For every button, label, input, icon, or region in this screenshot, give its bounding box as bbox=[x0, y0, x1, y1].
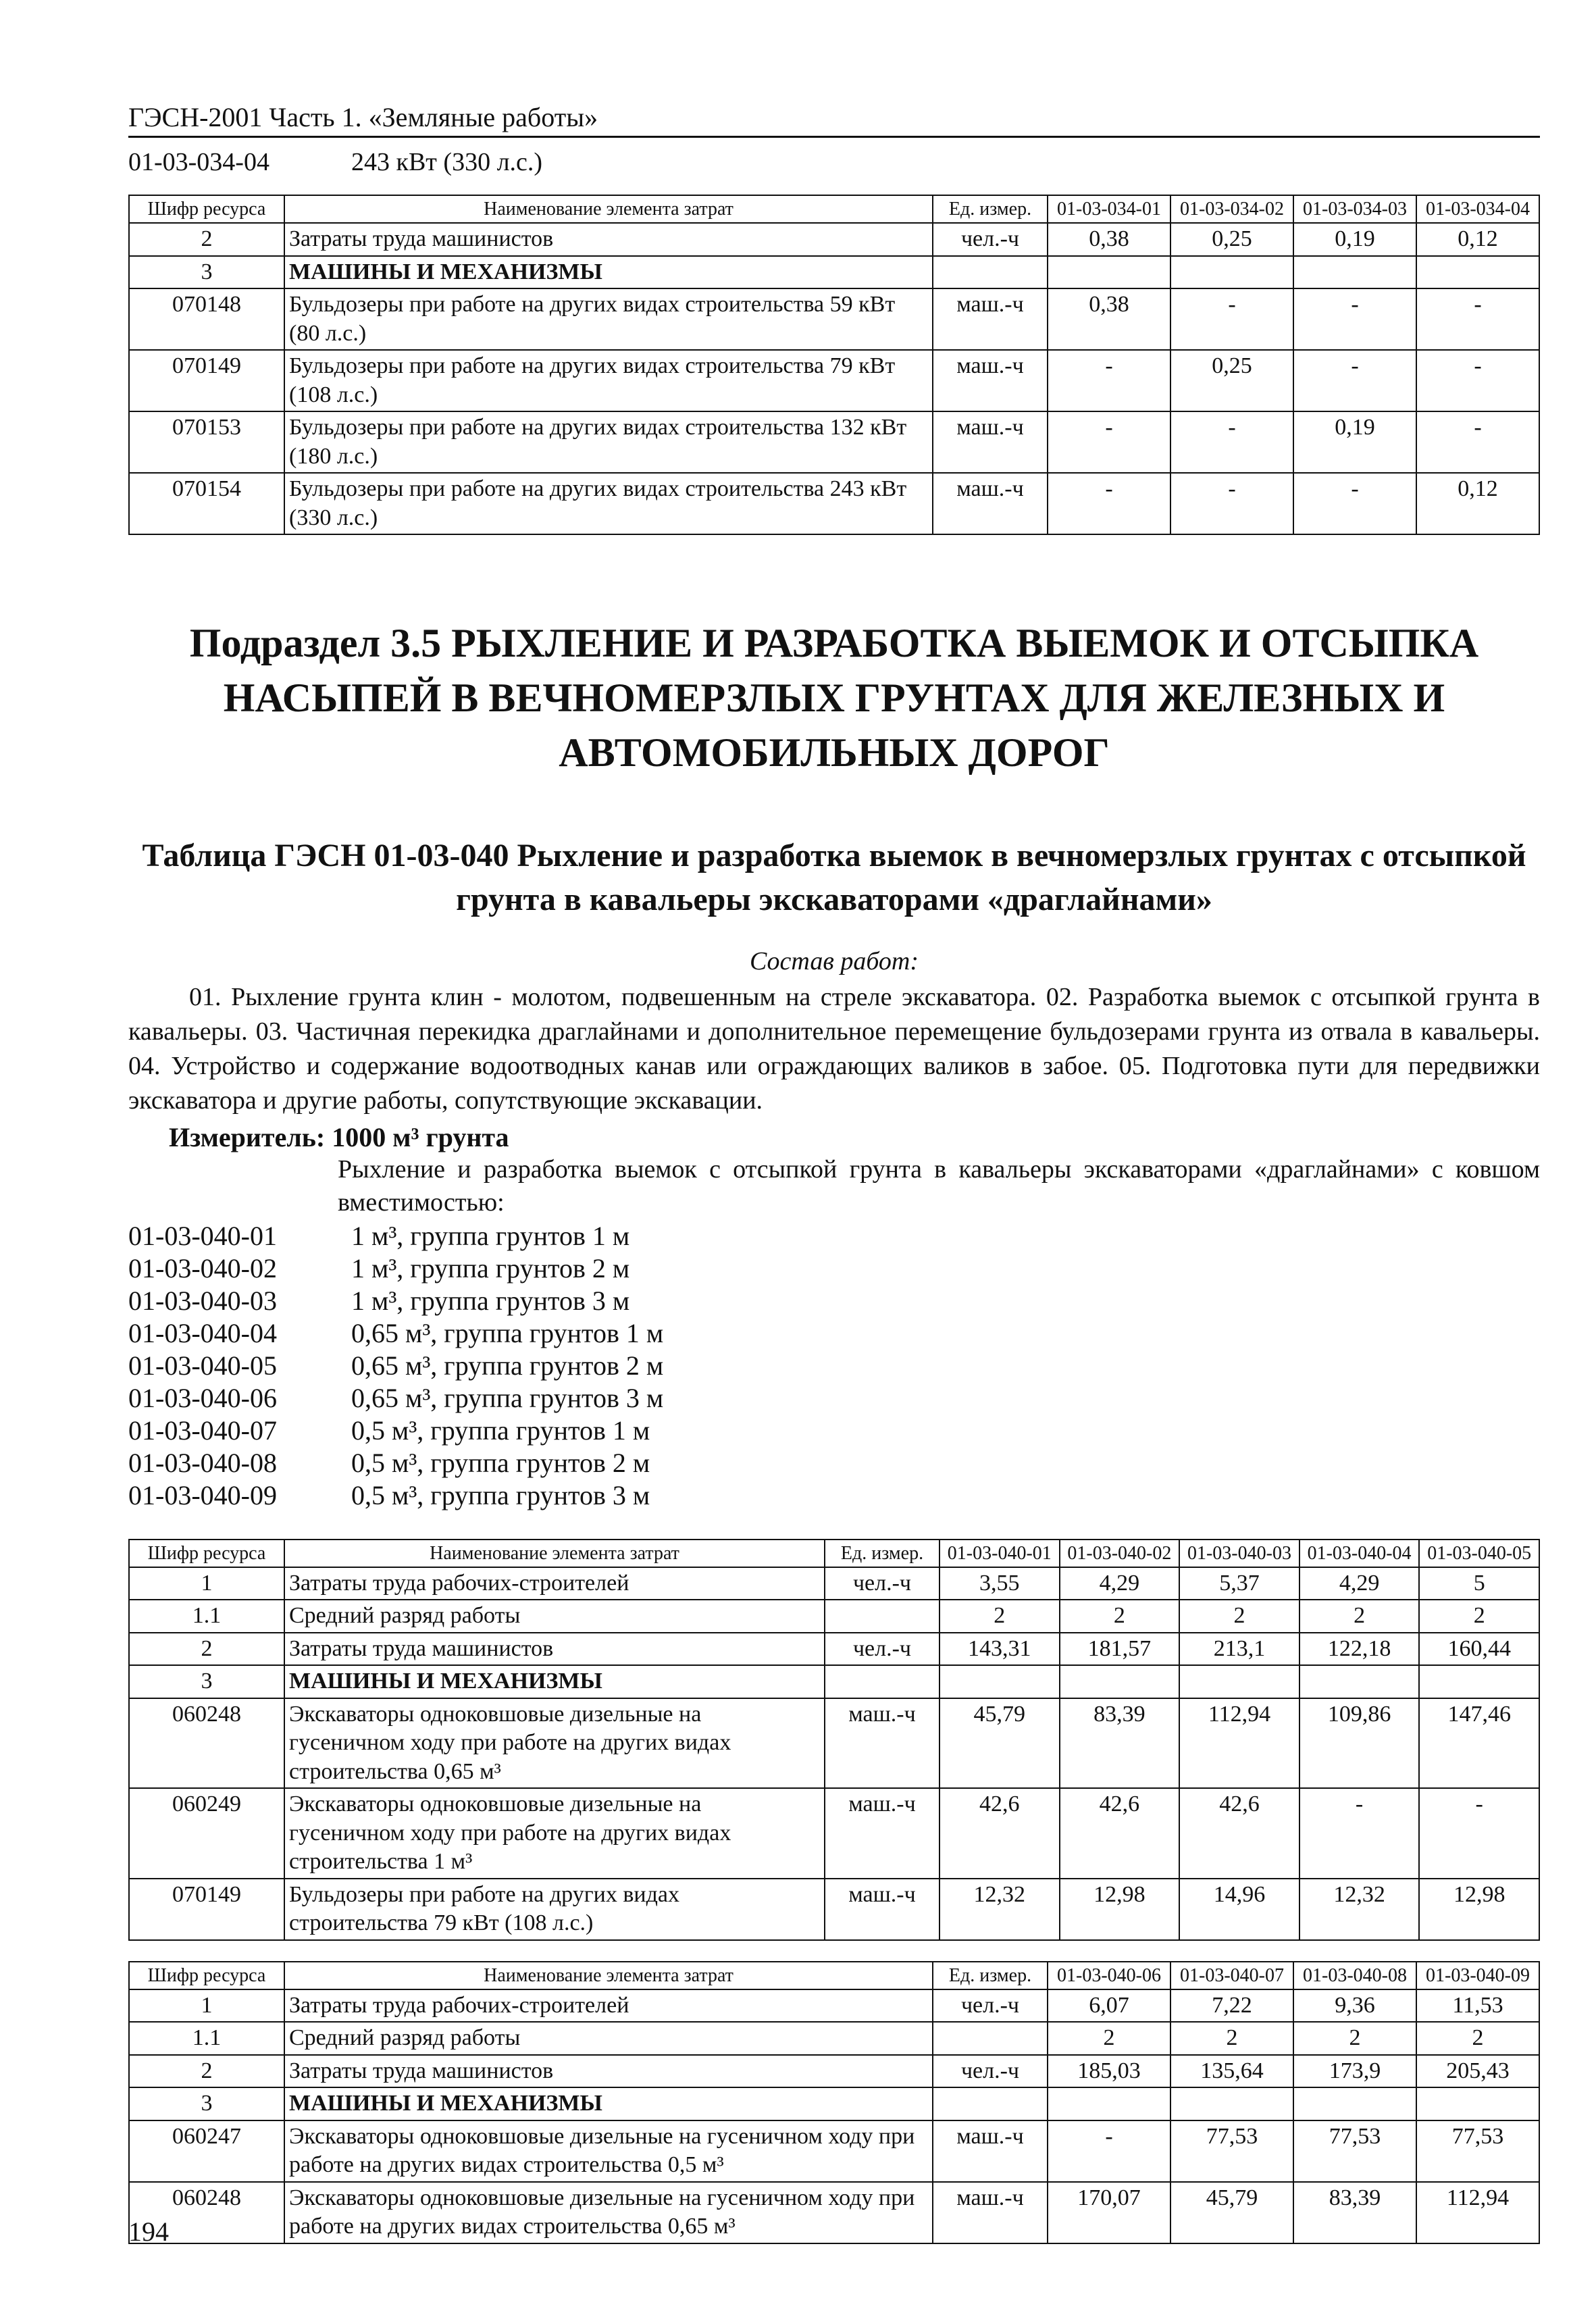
resource-value: 0,25 bbox=[1170, 223, 1293, 256]
resource-value: - bbox=[1416, 288, 1539, 350]
variant-label: 0,5 м³, группа грунтов 1 м bbox=[351, 1415, 650, 1446]
resource-value: 42,6 bbox=[1060, 1788, 1180, 1879]
table-row bbox=[129, 1633, 1539, 1666]
resource-value: - bbox=[1048, 350, 1170, 411]
resource-value: 109,86 bbox=[1299, 1698, 1420, 1789]
resource-unit: маш.-ч bbox=[825, 1879, 939, 1940]
variant-code: 01-03-040-09 bbox=[128, 1479, 277, 1510]
resource-value: 3,55 bbox=[939, 1567, 1060, 1600]
resource-name: Затраты труда машинистов bbox=[284, 2055, 933, 2088]
work-composition-label: Состав работ: bbox=[749, 946, 919, 975]
resource-value: 4,29 bbox=[1060, 1567, 1180, 1600]
resource-code: 1 bbox=[129, 1567, 284, 1600]
variants-list bbox=[128, 1220, 1540, 1512]
table-header-row bbox=[129, 195, 1539, 223]
resource-value: 143,31 bbox=[939, 1633, 1060, 1666]
table-row bbox=[129, 256, 1539, 289]
resource-code: 070149 bbox=[129, 350, 284, 411]
previous-item bbox=[128, 147, 1540, 177]
resource-unit: чел.-ч bbox=[933, 1989, 1048, 2023]
resource-unit: маш.-ч bbox=[933, 411, 1048, 473]
resource-value bbox=[1170, 2087, 1293, 2120]
resource-value bbox=[1416, 256, 1539, 289]
table-header-row bbox=[129, 1962, 1539, 1989]
table-row bbox=[129, 411, 1539, 473]
variant-item bbox=[128, 1447, 1540, 1479]
resource-value: 42,6 bbox=[1179, 1788, 1299, 1879]
resource-value: 7,22 bbox=[1170, 1989, 1293, 2023]
table-row bbox=[129, 1567, 1539, 1600]
resource-name: Бульдозеры при работе на других видах строительства 79 кВт (108 л.с.) bbox=[284, 1879, 825, 1940]
resource-value: 112,94 bbox=[1179, 1698, 1299, 1789]
resource-name: Экскаваторы одноковшовые дизельные на гусеничном ходу при работе на других видах строительства 0,65 м³ bbox=[284, 2182, 933, 2243]
resource-value: 112,94 bbox=[1416, 2182, 1539, 2243]
resource-code: 3 bbox=[129, 2087, 284, 2120]
resource-value: 0,12 bbox=[1416, 473, 1539, 534]
header-unit: Ед. измер. bbox=[933, 195, 1048, 223]
variant-item bbox=[128, 1382, 1540, 1415]
header-name: Наименование элемента затрат bbox=[284, 1540, 825, 1567]
variant-label: 0,65 м³, группа грунтов 1 м bbox=[351, 1317, 664, 1348]
resource-value: 12,98 bbox=[1419, 1879, 1539, 1940]
table-row bbox=[129, 288, 1539, 350]
running-header: ГЭСН-2001 Часть 1. «Земляные работы» bbox=[128, 101, 1540, 138]
resource-value: 12,98 bbox=[1060, 1879, 1180, 1940]
table-row bbox=[129, 1600, 1539, 1633]
measure-label: Измеритель: bbox=[169, 1121, 326, 1152]
resource-value bbox=[1048, 2087, 1170, 2120]
header-norm-code: 01-03-034-02 bbox=[1170, 195, 1293, 223]
header-norm-code: 01-03-040-03 bbox=[1179, 1540, 1299, 1567]
resource-value: 205,43 bbox=[1416, 2055, 1539, 2088]
resource-value: 185,03 bbox=[1048, 2055, 1170, 2088]
header-unit: Ед. измер. bbox=[933, 1962, 1048, 1989]
resource-name: Затраты труда машинистов bbox=[284, 1633, 825, 1666]
resource-code: 060248 bbox=[129, 2182, 284, 2243]
table-header-row bbox=[129, 1540, 1539, 1567]
resource-unit: маш.-ч bbox=[933, 288, 1048, 350]
resource-name: Средний разряд работы bbox=[284, 1600, 825, 1633]
resource-code: 2 bbox=[129, 1633, 284, 1666]
resource-unit bbox=[933, 2087, 1048, 2120]
resource-unit: чел.-ч bbox=[933, 223, 1048, 256]
table-row bbox=[129, 2182, 1539, 2243]
resource-value: - bbox=[1293, 473, 1416, 534]
resource-value: 77,53 bbox=[1293, 2120, 1416, 2182]
resource-name: Бульдозеры при работе на других видах строительства 59 кВт (80 л.с.) bbox=[284, 288, 933, 350]
resource-unit bbox=[825, 1665, 939, 1698]
resource-value bbox=[1299, 1665, 1420, 1698]
resource-unit bbox=[933, 256, 1048, 289]
header-norm-code: 01-03-034-04 bbox=[1416, 195, 1539, 223]
variant-label: 0,5 м³, группа грунтов 2 м bbox=[351, 1447, 650, 1478]
header-code: Шифр ресурса bbox=[129, 1962, 284, 1989]
resource-code: 070153 bbox=[129, 411, 284, 473]
resource-value: - bbox=[1293, 288, 1416, 350]
resource-code: 060249 bbox=[129, 1788, 284, 1879]
variant-code: 01-03-040-05 bbox=[128, 1350, 277, 1381]
variant-label: 0,65 м³, группа грунтов 2 м bbox=[351, 1350, 664, 1381]
header-unit: Ед. измер. bbox=[825, 1540, 939, 1567]
resource-value: 2 bbox=[1048, 2022, 1170, 2055]
header-norm-code: 01-03-040-09 bbox=[1416, 1962, 1539, 1989]
resource-value: - bbox=[1048, 473, 1170, 534]
resource-code: 3 bbox=[129, 256, 284, 289]
resource-name: Затраты труда рабочих-строителей bbox=[284, 1567, 825, 1600]
resource-value: 11,53 bbox=[1416, 1989, 1539, 2023]
resource-value: 0,25 bbox=[1170, 350, 1293, 411]
resource-unit: маш.-ч bbox=[825, 1788, 939, 1879]
resource-value bbox=[1179, 1665, 1299, 1698]
variant-code: 01-03-040-04 bbox=[128, 1317, 277, 1348]
header-code: Шифр ресурса bbox=[129, 1540, 284, 1567]
resource-code: 1 bbox=[129, 1989, 284, 2023]
variant-label: 0,65 м³, группа грунтов 3 м bbox=[351, 1382, 664, 1413]
variants-description: Рыхление и разработка выемок с отсыпкой грунта в кавальеры экскаваторами «драглайнами» с ковшом вместимостью: bbox=[338, 1154, 1540, 1217]
header-norm-code: 01-03-040-07 bbox=[1170, 1962, 1293, 1989]
resource-value: - bbox=[1048, 411, 1170, 473]
resource-code: 2 bbox=[129, 2055, 284, 2088]
resource-value bbox=[1170, 256, 1293, 289]
resource-unit bbox=[933, 2022, 1048, 2055]
header-norm-code: 01-03-040-02 bbox=[1060, 1540, 1180, 1567]
resource-value: 83,39 bbox=[1293, 2182, 1416, 2243]
resource-value: 2 bbox=[1179, 1600, 1299, 1633]
resource-value: 0,12 bbox=[1416, 223, 1539, 256]
resource-code: 1.1 bbox=[129, 2022, 284, 2055]
table-row bbox=[129, 2120, 1539, 2182]
table-row bbox=[129, 1879, 1539, 1940]
resource-value: 83,39 bbox=[1060, 1698, 1180, 1789]
document-page bbox=[128, 101, 1540, 2244]
measure-line bbox=[128, 1121, 1540, 1153]
resource-value: 135,64 bbox=[1170, 2055, 1293, 2088]
resource-value: 4,29 bbox=[1299, 1567, 1420, 1600]
resource-value: 2 bbox=[1060, 1600, 1180, 1633]
resource-value: - bbox=[1293, 350, 1416, 411]
resource-value: 42,6 bbox=[939, 1788, 1060, 1879]
resource-value bbox=[1419, 1665, 1539, 1698]
header-norm-code: 01-03-040-01 bbox=[939, 1540, 1060, 1567]
resource-code: 1.1 bbox=[129, 1600, 284, 1633]
variant-code: 01-03-040-07 bbox=[128, 1415, 277, 1446]
resource-value: 2 bbox=[1170, 2022, 1293, 2055]
resource-table-3 bbox=[128, 1961, 1540, 2244]
resource-name: Бульдозеры при работе на других видах строительства 132 кВт (180 л.с.) bbox=[284, 411, 933, 473]
resource-value: 213,1 bbox=[1179, 1633, 1299, 1666]
resource-unit: маш.-ч bbox=[933, 473, 1048, 534]
resource-name: МАШИНЫ И МЕХАНИЗМЫ bbox=[284, 1665, 825, 1698]
resource-table-2 bbox=[128, 1539, 1540, 1941]
variant-item bbox=[128, 1317, 1540, 1350]
resource-value: 122,18 bbox=[1299, 1633, 1420, 1666]
resource-code: 070148 bbox=[129, 288, 284, 350]
table-row bbox=[129, 2087, 1539, 2120]
subsection-title: Подраздел 3.5 РЫХЛЕНИЕ И РАЗРАБОТКА ВЫЕМОК И ОТСЫПКА НАСЫПЕЙ В ВЕЧНОМЕРЗЛЫХ ГРУНТАХ ДЛЯ ЖЕЛЕЗНЫХ И АВТОМОБИЛЬНЫХ ДОРОГ bbox=[189, 621, 1479, 775]
resource-value: 0,38 bbox=[1048, 223, 1170, 256]
header-code: Шифр ресурса bbox=[129, 195, 284, 223]
measure-value: 1000 м³ грунта bbox=[332, 1121, 509, 1152]
resource-unit: маш.-ч bbox=[933, 2120, 1048, 2182]
resource-value: 0,19 bbox=[1293, 411, 1416, 473]
variant-code: 01-03-040-06 bbox=[128, 1382, 277, 1413]
resource-value: 77,53 bbox=[1170, 2120, 1293, 2182]
resource-value: - bbox=[1299, 1788, 1420, 1879]
resource-value: 170,07 bbox=[1048, 2182, 1170, 2243]
header-norm-code: 01-03-034-01 bbox=[1048, 195, 1170, 223]
variant-code: 01-03-040-08 bbox=[128, 1447, 277, 1478]
resource-value bbox=[1293, 2087, 1416, 2120]
resource-unit: маш.-ч bbox=[933, 350, 1048, 411]
resource-code: 2 bbox=[129, 223, 284, 256]
variant-item bbox=[128, 1415, 1540, 1447]
variant-item bbox=[128, 1252, 1540, 1285]
table-row bbox=[129, 1788, 1539, 1879]
resource-name: Бульдозеры при работе на других видах строительства 243 кВт (330 л.с.) bbox=[284, 473, 933, 534]
resource-value: 5,37 bbox=[1179, 1567, 1299, 1600]
resource-code: 070154 bbox=[129, 473, 284, 534]
resource-value: 12,32 bbox=[1299, 1879, 1420, 1940]
resource-value: - bbox=[1416, 350, 1539, 411]
table-title: Таблица ГЭСН 01-03-040 Рыхление и разработка выемок в вечномерзлых грунтах с отсыпкой грунта в кавальеры экскаваторами «драглайнами» bbox=[142, 838, 1526, 917]
previous-item-label: 243 кВт (330 л.с.) bbox=[351, 148, 543, 176]
header-norm-code: 01-03-040-04 bbox=[1299, 1540, 1420, 1567]
resource-value: 160,44 bbox=[1419, 1633, 1539, 1666]
resource-value: 2 bbox=[1419, 1600, 1539, 1633]
table-row bbox=[129, 2055, 1539, 2088]
variant-code: 01-03-040-01 bbox=[128, 1220, 277, 1251]
resource-value bbox=[1416, 2087, 1539, 2120]
resource-value: 181,57 bbox=[1060, 1633, 1180, 1666]
resource-value: - bbox=[1170, 288, 1293, 350]
variant-label: 0,5 м³, группа грунтов 3 м bbox=[351, 1479, 650, 1510]
variant-item bbox=[128, 1220, 1540, 1252]
resource-value: 5 bbox=[1419, 1567, 1539, 1600]
resource-code: 060248 bbox=[129, 1698, 284, 1789]
resource-value: - bbox=[1416, 411, 1539, 473]
header-name: Наименование элемента затрат bbox=[284, 1962, 933, 1989]
resource-value bbox=[1060, 1665, 1180, 1698]
table-row bbox=[129, 223, 1539, 256]
resource-value bbox=[1048, 256, 1170, 289]
resource-value: 9,36 bbox=[1293, 1989, 1416, 2023]
table-row bbox=[129, 1989, 1539, 2023]
resource-value: 147,46 bbox=[1419, 1698, 1539, 1789]
resource-value: 6,07 bbox=[1048, 1989, 1170, 2023]
resource-value: 45,79 bbox=[939, 1698, 1060, 1789]
resource-unit: чел.-ч bbox=[825, 1633, 939, 1666]
resource-value: 173,9 bbox=[1293, 2055, 1416, 2088]
resource-value: 0,38 bbox=[1048, 288, 1170, 350]
variant-label: 1 м³, группа грунтов 1 м bbox=[351, 1220, 630, 1251]
resource-name: Экскаваторы одноковшовые дизельные на гусеничном ходу при работе на других видах строительства 0,65 м³ bbox=[284, 1698, 825, 1789]
resource-value: 2 bbox=[1293, 2022, 1416, 2055]
header-name: Наименование элемента затрат bbox=[284, 195, 933, 223]
resource-value: 12,32 bbox=[939, 1879, 1060, 1940]
resource-value: - bbox=[1170, 411, 1293, 473]
variant-code: 01-03-040-02 bbox=[128, 1252, 277, 1283]
table-row bbox=[129, 350, 1539, 411]
table-row bbox=[129, 2022, 1539, 2055]
table-row bbox=[129, 1698, 1539, 1789]
resource-code: 3 bbox=[129, 1665, 284, 1698]
resource-value: 77,53 bbox=[1416, 2120, 1539, 2182]
table-row bbox=[129, 473, 1539, 534]
resource-value: 2 bbox=[939, 1600, 1060, 1633]
resource-name: Затраты труда машинистов bbox=[284, 223, 933, 256]
header-norm-code: 01-03-040-05 bbox=[1419, 1540, 1539, 1567]
variant-item bbox=[128, 1285, 1540, 1317]
resource-name: МАШИНЫ И МЕХАНИЗМЫ bbox=[284, 256, 933, 289]
resource-code: 060247 bbox=[129, 2120, 284, 2182]
variant-label: 1 м³, группа грунтов 2 м bbox=[351, 1252, 630, 1283]
resource-unit: маш.-ч bbox=[933, 2182, 1048, 2243]
page-number: 194 bbox=[128, 2216, 169, 2247]
header-norm-code: 01-03-040-08 bbox=[1293, 1962, 1416, 1989]
header-norm-code: 01-03-040-06 bbox=[1048, 1962, 1170, 1989]
resource-name: Экскаваторы одноковшовые дизельные на гусеничном ходу при работе на других видах строительства 1 м³ bbox=[284, 1788, 825, 1879]
resource-table-1 bbox=[128, 195, 1540, 535]
resource-value: 2 bbox=[1416, 2022, 1539, 2055]
variant-item bbox=[128, 1479, 1540, 1512]
previous-item-code: 01-03-034-04 bbox=[128, 148, 269, 176]
resource-value bbox=[1293, 256, 1416, 289]
resource-name: МАШИНЫ И МЕХАНИЗМЫ bbox=[284, 2087, 933, 2120]
resource-name: Затраты труда рабочих-строителей bbox=[284, 1989, 933, 2023]
table-row bbox=[129, 1665, 1539, 1698]
resource-code: 070149 bbox=[129, 1879, 284, 1940]
resource-value: 2 bbox=[1299, 1600, 1420, 1633]
resource-name: Экскаваторы одноковшовые дизельные на гусеничном ходу при работе на других видах строительства 0,5 м³ bbox=[284, 2120, 933, 2182]
resource-value: 14,96 bbox=[1179, 1879, 1299, 1940]
resource-value: 45,79 bbox=[1170, 2182, 1293, 2243]
resource-name: Бульдозеры при работе на других видах строительства 79 кВт (108 л.с.) bbox=[284, 350, 933, 411]
resource-unit: чел.-ч bbox=[933, 2055, 1048, 2088]
variant-code: 01-03-040-03 bbox=[128, 1285, 277, 1316]
header-norm-code: 01-03-034-03 bbox=[1293, 195, 1416, 223]
resource-value: - bbox=[1170, 473, 1293, 534]
resource-value: - bbox=[1419, 1788, 1539, 1879]
resource-value: - bbox=[1048, 2120, 1170, 2182]
resource-name: Средний разряд работы bbox=[284, 2022, 933, 2055]
work-composition-text: 01. Рыхление грунта клин - молотом, подвешенным на стреле экскаватора. 02. Разработка выемок с отсыпкой грунта в кавальеры. 03. Частичная перекидка драглайнами и дополнительное перемещение бульдозерами грунта из отвала в кавальеры. 04. Устройство и содержание водоотводных канав или ограждающих валиков в забое. 05. Подготовка пути для передвижки экскаватора и другие работы, сопутствующие экскавации. bbox=[128, 982, 1540, 1115]
variant-item bbox=[128, 1350, 1540, 1382]
resource-value: 0,19 bbox=[1293, 223, 1416, 256]
variant-label: 1 м³, группа грунтов 3 м bbox=[351, 1285, 630, 1316]
resource-unit bbox=[825, 1600, 939, 1633]
resource-unit: маш.-ч bbox=[825, 1698, 939, 1789]
resource-unit: чел.-ч bbox=[825, 1567, 939, 1600]
resource-value bbox=[939, 1665, 1060, 1698]
